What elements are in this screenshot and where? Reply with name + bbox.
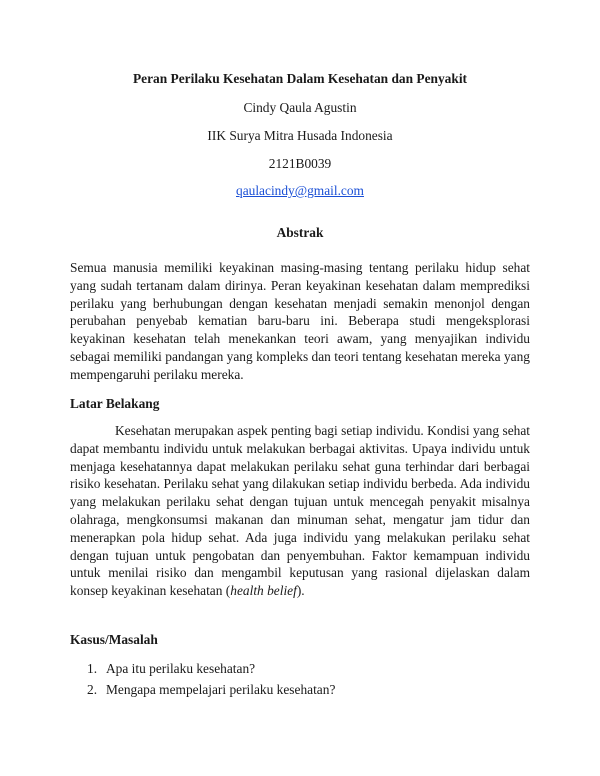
background-text xyxy=(70,422,530,600)
background-text-main: Kesehatan merupakan aspek penting bagi setiap individu. Kondisi yang sehat dapat membantu individu untuk melakukan berbagai aktivitas. Upaya individu untuk menjaga kesehatannya dapat melakukan perilaku sehat guna terhindar dari berbagai risiko kesehatan. Perilaku sehat yang dilakukan setiap individu berbeda. Ada individu yang melakukan perilaku sehat dengan tujuan untuk mencegah penyakit misalnya olahraga, mengkonsumsi makanan dan minuman sehat, mengatur jam tidur dan menerapkan pola hidup sehat. Ada juga individu yang melakukan perilaku sehat dengan tujuan untuk pengobatan dan penyembuhan. Faktor kemampuan individu untuk menilai risiko dan mengambil keputusan yang rasional dijelaskan dalam konsep keyakinan kesehatan ( xyxy=(70,423,530,599)
list-item-text: Apa itu perilaku kesehatan? xyxy=(106,661,256,676)
list-item-number: 2. xyxy=(87,682,98,697)
list-item-number: 1. xyxy=(87,661,98,676)
background-text-end: ). xyxy=(296,583,305,599)
problem-heading: Kasus/Masalah xyxy=(70,632,158,647)
list-item xyxy=(87,681,335,702)
author-name: Cindy Qaula Agustin xyxy=(243,100,357,115)
problem-list xyxy=(87,660,335,702)
list-item xyxy=(87,660,335,681)
email-link[interactable]: qaulacindy@gmail.com xyxy=(236,183,364,198)
abstract-heading: Abstrak xyxy=(276,225,324,240)
health-belief-term: health belief xyxy=(230,583,297,599)
email-line xyxy=(0,183,600,199)
abstract-text: Semua manusia memiliki keyakinan masing-masing tentang perilaku hidup sehat yang sudah tertanam dalam dirinya. Peran keyakinan kesehatan dalam memprediksi perilaku yang berhubungan dengan kesehatan menjadi semakin menonjol dengan perubahan penyebab kematian baru-baru ini. Beberapa studi mengeksplorasi keyakinan kesehatan telah menekankan teori awam, yang menyajikan individu sebagai memiliki pandangan yang kompleks dan teori tentang kesehatan mereka yang mempengaruhi perilaku mereka. xyxy=(70,260,530,382)
student-id: 2121B0039 xyxy=(268,156,332,171)
author-institution: IIK Surya Mitra Husada Indonesia xyxy=(207,128,393,143)
background-heading: Latar Belakang xyxy=(70,396,160,411)
paper-title: Peran Perilaku Kesehatan Dalam Kesehatan dan Penyakit xyxy=(132,71,468,86)
list-item-text: Mengapa mempelajari perilaku kesehatan? xyxy=(106,682,336,697)
